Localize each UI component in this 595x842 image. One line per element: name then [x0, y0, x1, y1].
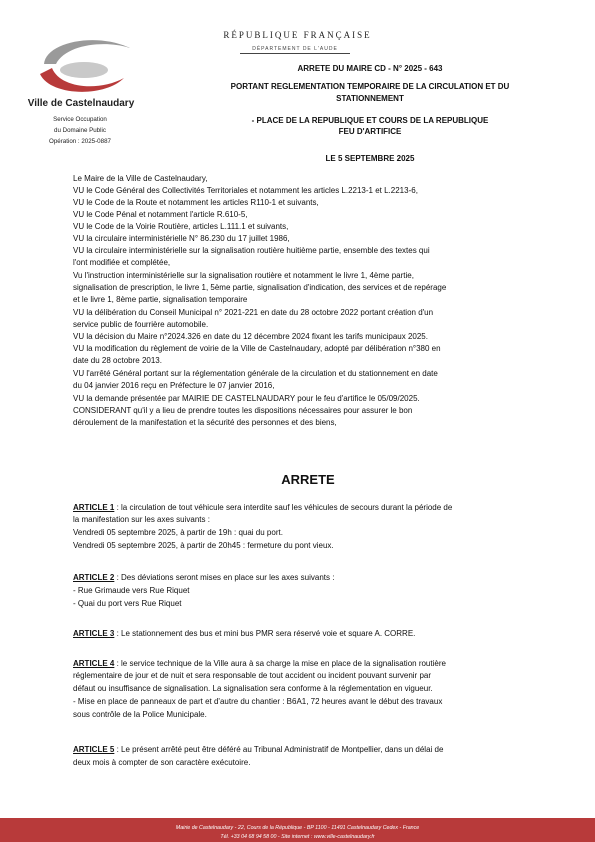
visa-line: VU la demande présentée par MAIRIE DE CASTELNAUDARY pour le feu d'artifice le 05/09/2025.	[73, 394, 420, 403]
visa-line: VU le Code Général des Collectivités Territoriales et notamment les articles L.2213-1 et L.2213-6,	[73, 186, 418, 195]
visa-line: l'ont modifiée et complétée,	[73, 258, 171, 267]
article-text: la manifestation sur les axes suivants :	[73, 515, 210, 524]
visa-line: VU la délibération du Conseil Municipal n° 2021-221 en date du 28 octobre 2022 portant création d'un	[73, 308, 434, 317]
visa-line: VU le Code de la Route et notamment les articles R110-1 et suivants,	[73, 198, 319, 207]
visa-line: signalisation de prescription, le livre 1, 5ème partie, signalisation d'indication, des services et de repérage	[73, 283, 447, 292]
article-text: : Des déviations seront mises en place sur les axes suivants :	[114, 573, 335, 582]
visa-line: VU la circulaire interministérielle sur la signalisation routière huitième partie, ensemble des textes qui	[73, 246, 430, 255]
article-text: - Mise en place de panneaux de part et d'autre du chantier : B6A1, 72 heures avant le début des travaux	[73, 697, 443, 706]
article-text: : Le présent arrêté peut être déféré au Tribunal Administratif de Montpellier, dans un délai de	[114, 745, 444, 754]
visa-line: service public de fourrière automobile.	[73, 320, 209, 329]
logo-grey-ellipse	[60, 62, 108, 78]
article-text: : la circulation de tout véhicule sera interdite sauf les véhicules de secours durant la période de	[114, 503, 453, 512]
article-label: ARTICLE 5	[73, 745, 115, 754]
article-label: ARTICLE 3	[73, 629, 115, 638]
title-line-1: PORTANT REGLEMENTATION TEMPORAIRE DE LA CIRCULATION ET DU	[230, 82, 510, 91]
article-text: sous contrôle de la Police Municipale.	[73, 710, 207, 719]
visa-line: VU le Code Pénal et notamment l'article R.610-5,	[73, 210, 248, 219]
article-text: : Le stationnement des bus et mini bus PMR sera réservé voie et square A. CORRE.	[114, 629, 416, 638]
republique-francaise-heading: RÉPUBLIQUE FRANÇAISE	[223, 30, 372, 40]
article-text: Vendredi 05 septembre 2025, à partir de 19h : quai du port.	[73, 528, 283, 537]
article-2	[73, 572, 334, 583]
city-name: Ville de Castelnaudary	[27, 98, 135, 109]
visa-line: Vu l'instruction interministérielle sur la signalisation routière et notamment le livre 1, 4ème partie,	[73, 271, 414, 280]
article-text: défaut ou insuffisance de signalisation. La signalisation sera conforme à la réglementation en vigueur.	[73, 684, 433, 693]
logo-grey-swoosh	[44, 40, 130, 64]
title-line-3: - PLACE DE LA REPUBLIQUE ET COURS DE LA REPUBLIQUE	[251, 116, 489, 125]
visa-line: du 04 janvier 2016 reçu en Préfecture le 07 janvier 2016,	[73, 381, 275, 390]
article-3	[73, 628, 415, 639]
arrete-number: ARRETE DU MAIRE CD - N° 2025 - 643	[297, 64, 443, 73]
visa-line: VU le Code de la Voirie Routière, articles L.111.1 et suivants,	[73, 222, 289, 231]
visa-line: VU l'arrêté Général portant sur la réglementation générale de la circulation et du stationnement en date	[73, 369, 438, 378]
footer-contact: Tél. +33 04 68 94 58 00 - Site internet : www.ville-castelnaudary.fr	[220, 834, 375, 840]
title-line-2: STATIONNEMENT	[336, 94, 404, 103]
departement-divider	[240, 53, 350, 54]
visa-line: déroulement de la manifestation et la sécurité des personnes et des biens,	[73, 418, 337, 427]
service-line-2: du Domaine Public	[54, 127, 106, 134]
article-1	[73, 502, 452, 513]
departement-label: DÉPARTEMENT DE L'AUDE	[252, 46, 338, 52]
article-text: Vendredi 05 septembre 2025, à partir de 20h45 : fermeture du pont vieux.	[73, 541, 334, 550]
article-text: : le service technique de la Ville aura à sa charge la mise en place de la signalisation routière	[114, 659, 446, 668]
title-line-4: FEU D'ARTIFICE	[338, 127, 402, 136]
visa-line: VU la modification du règlement de voirie de la Ville de Castelnaudary, adopté par délibération n°380 en	[73, 344, 441, 353]
article-text: - Rue Grimaude vers Rue Riquet	[73, 586, 190, 595]
visa-line: et le livre 1, 8ème partie, signalisation temporaire	[73, 295, 248, 304]
visa-line: VU la décision du Maire n°2024.326 en date du 12 décembre 2024 fixant les tarifs municipaux 2025.	[73, 332, 428, 341]
article-4	[73, 658, 446, 669]
service-line-3: Opération : 2025-0887	[49, 138, 111, 145]
article-text: réglementaire de jour et de nuit et sera responsable de tout accident ou incident pouvant survenir par	[73, 671, 431, 680]
service-line-1: Service Occupation	[53, 116, 107, 123]
article-label: ARTICLE 2	[73, 573, 115, 582]
visa-line: Le Maire de la Ville de Castelnaudary,	[73, 174, 208, 183]
arrete-heading: ARRETE	[281, 472, 335, 487]
visa-line: date du 28 octobre 2013.	[73, 356, 162, 365]
article-label: ARTICLE 4	[73, 659, 115, 668]
visa-line: VU la circulaire interministérielle N° 86.230 du 17 juillet 1986,	[73, 234, 290, 243]
article-text: deux mois à compter de son caractère exécutoire.	[73, 758, 251, 767]
article-label: ARTICLE 1	[73, 503, 115, 512]
footer-address: Mairie de Castelnaudary - 22, Cours de la République - BP 1100 - 11491 Castelnaudary Cedex - France	[175, 825, 420, 831]
article-text: - Quai du port vers Rue Riquet	[73, 599, 182, 608]
arrete-date: LE 5 SEPTEMBRE 2025	[325, 154, 415, 163]
city-logo	[26, 34, 138, 100]
article-5	[73, 744, 443, 755]
visa-line: CONSIDERANT qu'il y a lieu de prendre toutes les dispositions nécessaires pour assurer le bon	[73, 406, 413, 415]
